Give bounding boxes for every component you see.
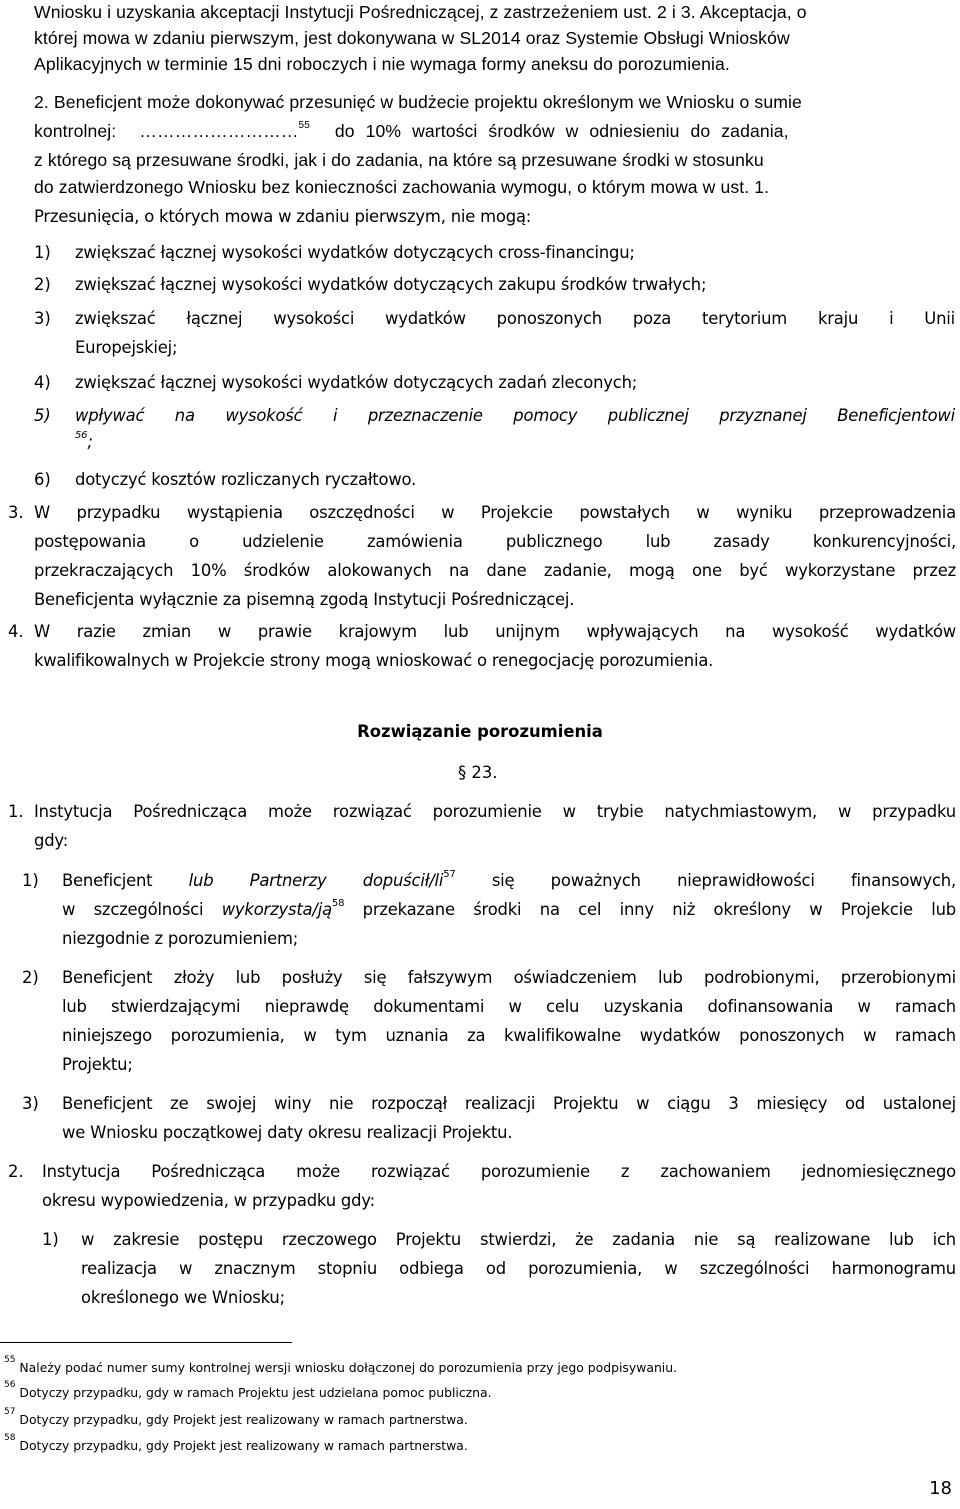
intro-line-3: Aplikacyjnych w terminie 15 dni roboczych i nie wymaga formy aneksu do porozumienia. bbox=[34, 54, 730, 74]
section-title: Rozwiązanie porozumienia bbox=[357, 722, 603, 741]
section-number: § 23. bbox=[458, 763, 498, 782]
intro-line-2: której mowa w zdaniu pierwszym, jest dokonywana w SL2014 oraz Systemie Obsługi Wniosków bbox=[34, 28, 790, 48]
paragraph-2-line-1 bbox=[34, 88, 956, 117]
paragraph-2-kontrolnej: kontrolnej: bbox=[34, 121, 117, 141]
list-b-item-1-d: w szczególności bbox=[62, 900, 222, 919]
footnote-ref-55: 55 bbox=[298, 120, 310, 131]
list-a-item-3-cont: Europejskiej; bbox=[75, 338, 178, 357]
list-a-num-1: 1) bbox=[34, 243, 51, 262]
s2-line-1: Instytucja Pośrednicząca może rozwiązać porozumienie z zachowaniem jednomiesięcznego bbox=[42, 1162, 956, 1181]
list-b-item-2-line-4: Projektu; bbox=[62, 1055, 133, 1074]
list-a-num-4: 4) bbox=[34, 373, 51, 392]
list-a-item-5: wpływać na wysokość i przeznaczenie pomocy publicznej przyznanej Beneficjentowi bbox=[75, 406, 955, 425]
list-a-item-3: zwiększać łącznej wysokości wydatków ponoszonych poza terytorium kraju i Unii bbox=[75, 309, 955, 328]
s2-item-line-1: w zakresie postępu rzeczowego Projektu stwierdzi, że zadania nie są realizowane lub ich bbox=[81, 1230, 956, 1249]
list-b-num-2: 2) bbox=[22, 968, 39, 987]
footnote-57-text: Dotyczy przypadku, gdy Projekt jest realizowany w ramach partnerstwa. bbox=[19, 1412, 468, 1427]
list-b-item-1-e: wykorzysta/ją bbox=[221, 900, 332, 919]
paragraph-3-number: 3. bbox=[8, 503, 24, 522]
paragraph-4-line-2: kwalifikowalnych w Projekcie strony mogą wnioskować o renegocjację porozumienia. bbox=[34, 651, 714, 670]
footnote-56 bbox=[4, 1380, 492, 1400]
list-b-item-1-f: przekazane środki na cel inny niż określony w Projekcie lub bbox=[344, 900, 956, 919]
paragraph-3-line-1: W przypadku wystąpienia oszczędności w Projekcie powstałych w wyniku przeprowadzenia bbox=[34, 503, 956, 522]
footnote-57-number: 57 bbox=[4, 1407, 16, 1417]
footnote-ref-57: 57 bbox=[443, 869, 456, 880]
list-b-item-1-line-2 bbox=[62, 895, 956, 924]
list-b-item-3-line-2: we Wniosku początkowej daty okresu realizacji Projektu. bbox=[62, 1123, 513, 1142]
paragraph-2-line-4: do zatwierdzonego Wniosku bez konieczności zachowania wymogu, o którym mowa w ust. 1. bbox=[34, 177, 770, 197]
footnote-58 bbox=[4, 1433, 468, 1453]
footnote-58-text: Dotyczy przypadku, gdy Projekt jest realizowany w ramach partnerstwa. bbox=[19, 1438, 468, 1453]
paragraph-3-line-4: Beneficjenta wyłącznie za pisemną zgodą Instytucji Pośredniczącej. bbox=[34, 590, 575, 609]
list-a-num-2: 2) bbox=[34, 275, 51, 294]
list-b-num-3: 3) bbox=[22, 1094, 39, 1113]
list-a-item-4: zwiększać łącznej wysokości wydatków dotyczących zadań zleconych; bbox=[75, 373, 638, 392]
list-b-num-1: 1) bbox=[22, 871, 39, 890]
s1-number: 1. bbox=[8, 802, 24, 821]
footnote-57 bbox=[4, 1407, 468, 1427]
footnote-ref-56: 56 bbox=[75, 430, 88, 441]
list-b-item-1-b: lub Partnerzy dopuścił/li bbox=[188, 871, 444, 890]
list-a-num-6: 6) bbox=[34, 470, 51, 489]
footnote-58-number: 58 bbox=[4, 1433, 16, 1443]
paragraph-4-line-1: W razie zmian w prawie krajowym lub unijnym wpływających na wysokość wydatków bbox=[34, 622, 956, 641]
footnote-56-number: 56 bbox=[4, 1380, 16, 1390]
s2-item-line-3: określonego we Wniosku; bbox=[81, 1288, 285, 1307]
page-number: 18 bbox=[929, 1478, 952, 1499]
paragraph-2-line-2 bbox=[34, 117, 956, 146]
list-b-item-3-line-1: Beneficjent ze swojej winy nie rozpoczął realizacji Projektu w ciągu 3 miesięcy od ustalonej bbox=[62, 1094, 956, 1113]
list-b-item-2-line-1: Beneficjent złoży lub posłuży się fałszywym oświadczeniem lub podrobionymi, przerobionymi bbox=[62, 968, 956, 987]
intro-line-1: Wniosku i uzyskania akceptacji Instytucji Pośredniczącej, z zastrzeżeniem ust. 2 i 3. Akceptacja, o bbox=[34, 2, 807, 22]
paragraph-2-line-3: z którego są przesuwane środki, jak i do zadania, na które są przesuwane środki w stosunku bbox=[34, 150, 764, 170]
paragraph-3-line-2: postępowania o udzielenie zamówienia publicznego lub zasady konkurencyjności, bbox=[34, 532, 956, 551]
footnote-separator bbox=[0, 1342, 292, 1343]
s2-line-2: okresu wypowiedzenia, w przypadku gdy: bbox=[42, 1191, 375, 1210]
list-b-item-2-line-2: lub stwierdzającymi nieprawdę dokumentami w celu uzyskania dofinansowania w ramach bbox=[62, 997, 956, 1016]
paragraph-2-text: Beneficjent może dokonywać przesunięć w budżecie projektu określonym we Wniosku o sumie bbox=[53, 92, 802, 112]
list-b-item-1-line-3: niezgodnie z porozumieniem; bbox=[62, 929, 299, 948]
list-a-item-6: dotyczyć kosztów rozliczanych ryczałtowo. bbox=[75, 470, 417, 489]
s1-line-1: Instytucja Pośrednicząca może rozwiązać porozumienie w trybie natychmiastowym, w przypadku bbox=[34, 802, 956, 821]
list-b-item-1-line-1 bbox=[62, 866, 956, 895]
list-a-item-5-cont bbox=[75, 427, 275, 456]
list-b-item-1-a: Beneficjent bbox=[62, 871, 189, 890]
paragraph-2-blank: ……………………… bbox=[139, 121, 299, 141]
paragraph-3-line-3: przekraczających 10% środków alokowanych na dane zadanie, mogą one być wykorzystane przez bbox=[34, 561, 956, 580]
footnote-55-number: 55 bbox=[4, 1355, 16, 1365]
paragraph-2-line-2-rest: do 10% wartości środków w odniesieniu do zadania, bbox=[334, 121, 789, 141]
footnote-56-text: Dotyczy przypadku, gdy w ramach Projektu jest udzielana pomoc publiczna. bbox=[19, 1385, 492, 1400]
list-a-item-2: zwiększać łącznej wysokości wydatków dotyczących zakupu środków trwałych; bbox=[75, 275, 707, 294]
list-b-item-2-line-3: niniejszego porozumienia, w tym uznania za kwalifikowalne wydatków ponoszonych w ramach bbox=[62, 1026, 956, 1045]
footnote-55-text: Należy podać numer sumy kontrolnej wersji wniosku dołączonej do porozumienia przy jego podpisywaniu. bbox=[19, 1360, 678, 1375]
list-a-item-5-tail: ; bbox=[87, 432, 93, 451]
paragraph-2-line-5: Przesunięcia, o których mowa w zdaniu pierwszym, nie mogą: bbox=[34, 207, 532, 226]
list-a-item-1: zwiększać łącznej wysokości wydatków dotyczących cross-financingu; bbox=[75, 243, 635, 262]
s2-item-line-2: realizacja w znacznym stopniu odbiega od porozumienia, w szczególności harmonogramu bbox=[81, 1259, 956, 1278]
list-a-num-3: 3) bbox=[34, 309, 51, 328]
list-b-item-1-c: się poważnych nieprawidłowości finansowych, bbox=[455, 871, 957, 890]
footnote-55 bbox=[4, 1355, 678, 1375]
s2-item-num-1: 1) bbox=[42, 1230, 59, 1249]
paragraph-2-number: 2. bbox=[34, 92, 49, 112]
paragraph-4-number: 4. bbox=[8, 622, 24, 641]
s1-line-2: gdy: bbox=[34, 831, 69, 850]
s2-number: 2. bbox=[8, 1162, 24, 1181]
footnote-ref-58: 58 bbox=[331, 898, 345, 909]
list-a-num-5: 5) bbox=[34, 406, 51, 425]
